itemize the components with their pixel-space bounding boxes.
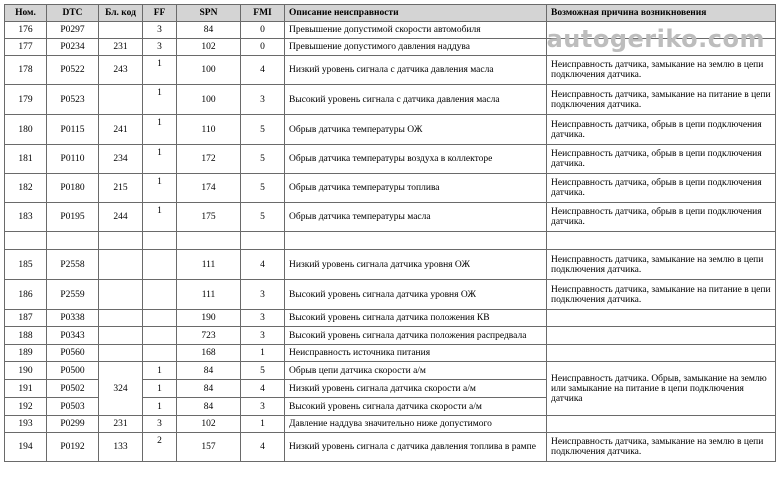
cell-ff: 1 — [143, 85, 177, 115]
cell-spn: 157 — [177, 433, 241, 462]
cell-fmi — [241, 232, 285, 250]
header-block-code: Бл. код — [99, 5, 143, 22]
cell-fmi: 5 — [241, 145, 285, 174]
cell-num: 187 — [5, 310, 47, 327]
cell-dtc: P0338 — [47, 310, 99, 327]
cell-fmi: 0 — [241, 39, 285, 56]
cell-dtc: P0523 — [47, 85, 99, 115]
cell-dtc: P0343 — [47, 327, 99, 345]
cell-ff: 1 — [143, 398, 177, 416]
cell-ff: 3 — [143, 416, 177, 433]
cell-cause — [547, 232, 776, 250]
cell-fmi: 5 — [241, 362, 285, 380]
table-row — [5, 433, 776, 462]
cell-fmi: 4 — [241, 56, 285, 85]
cell-spn: 172 — [177, 145, 241, 174]
cell-dtc: P0297 — [47, 22, 99, 39]
cell-fmi: 4 — [241, 380, 285, 398]
cell-num: 181 — [5, 145, 47, 174]
cell-cause — [547, 416, 776, 433]
cell-num: 176 — [5, 22, 47, 39]
cell-block-code: 241 — [99, 115, 143, 145]
cell-ff — [143, 345, 177, 362]
cell-fmi: 3 — [241, 85, 285, 115]
cell-ff: 1 — [143, 115, 177, 145]
cell-spn: 168 — [177, 345, 241, 362]
cell-num: 183 — [5, 203, 47, 232]
cell-description: Обрыв датчика температуры воздуха в коллекторе — [285, 145, 547, 174]
cell-block-code: 324 — [99, 362, 143, 416]
cell-num: 189 — [5, 345, 47, 362]
cell-spn: 102 — [177, 39, 241, 56]
cell-dtc: P0180 — [47, 174, 99, 203]
cell-description: Высокий уровень сигнала с датчика давления масла — [285, 85, 547, 115]
cell-num: 178 — [5, 56, 47, 85]
cell-fmi: 5 — [241, 115, 285, 145]
cell-num: 180 — [5, 115, 47, 145]
cell-description: Низкий уровень сигнала с датчика давления масла — [285, 56, 547, 85]
cell-ff: 1 — [143, 362, 177, 380]
cell-spn: 84 — [177, 362, 241, 380]
cell-dtc — [47, 232, 99, 250]
cell-fmi: 1 — [241, 416, 285, 433]
cell-cause — [547, 327, 776, 345]
cell-num: 193 — [5, 416, 47, 433]
cell-dtc: P0192 — [47, 433, 99, 462]
cell-description: Низкий уровень сигнала датчика скорости а/м — [285, 380, 547, 398]
table-row — [5, 280, 776, 310]
cell-block-code: 231 — [99, 416, 143, 433]
cell-cause: Неисправность датчика, обрыв в цепи подключения датчика. — [547, 115, 776, 145]
table-row — [5, 85, 776, 115]
cell-description: Обрыв датчика температуры масла — [285, 203, 547, 232]
cell-cause: Неисправность датчика, замыкание на землю в цепи подключения датчика. — [547, 433, 776, 462]
cell-num: 191 — [5, 380, 47, 398]
cell-cause: Неисправность датчика, замыкание на питание в цепи подключения датчика. — [547, 280, 776, 310]
cell-ff: 1 — [143, 203, 177, 232]
cell-num: 179 — [5, 85, 47, 115]
cell-fmi: 3 — [241, 327, 285, 345]
cell-dtc: P0115 — [47, 115, 99, 145]
cell-num: 188 — [5, 327, 47, 345]
cell-ff: 2 — [143, 433, 177, 462]
cell-fmi: 3 — [241, 310, 285, 327]
cell-num: 192 — [5, 398, 47, 416]
cell-description: Низкий уровень сигнала датчика уровня ОЖ — [285, 250, 547, 280]
cell-ff — [143, 232, 177, 250]
cell-description: Обрыв цепи датчика скорости а/м — [285, 362, 547, 380]
cell-dtc: P0503 — [47, 398, 99, 416]
cell-spn — [177, 232, 241, 250]
cell-block-code — [99, 22, 143, 39]
cell-description: Превышение допустимого давления наддува — [285, 39, 547, 56]
cell-description: Обрыв датчика температуры ОЖ — [285, 115, 547, 145]
cell-description — [285, 232, 547, 250]
table-row — [5, 115, 776, 145]
cell-num: 182 — [5, 174, 47, 203]
cell-ff: 3 — [143, 39, 177, 56]
table-row — [5, 416, 776, 433]
cell-ff: 1 — [143, 380, 177, 398]
cell-description: Низкий уровень сигнала с датчика давления топлива в рампе — [285, 433, 547, 462]
cell-dtc: P0234 — [47, 39, 99, 56]
cell-ff — [143, 280, 177, 310]
cell-description: Высокий уровень сигнала датчика положения КВ — [285, 310, 547, 327]
cell-num — [5, 232, 47, 250]
cell-spn: 100 — [177, 85, 241, 115]
cell-block-code: 243 — [99, 56, 143, 85]
cell-block-code — [99, 85, 143, 115]
cell-num: 185 — [5, 250, 47, 280]
fault-codes-table — [4, 4, 776, 462]
cell-spn: 111 — [177, 280, 241, 310]
table-header-row — [5, 5, 776, 22]
cell-dtc: P2559 — [47, 280, 99, 310]
cell-description: Высокий уровень сигнала датчика уровня ОЖ — [285, 280, 547, 310]
cell-fmi: 3 — [241, 280, 285, 310]
table-row — [5, 345, 776, 362]
cell-ff: 3 — [143, 22, 177, 39]
cell-fmi: 3 — [241, 398, 285, 416]
cell-dtc: P0522 — [47, 56, 99, 85]
cell-dtc: P0560 — [47, 345, 99, 362]
cell-fmi: 5 — [241, 174, 285, 203]
cell-spn: 100 — [177, 56, 241, 85]
cell-fmi: 4 — [241, 433, 285, 462]
cell-cause: Неисправность датчика. Обрыв, замыкание на землю или замыкание на питание в цепи подключения датчика — [547, 362, 776, 416]
cell-cause: Неисправность датчика, замыкание на землю в цепи подключения датчика. — [547, 56, 776, 85]
cell-cause: Неисправность датчика, обрыв в цепи подключения датчика. — [547, 145, 776, 174]
header-fmi: FMI — [241, 5, 285, 22]
header-spn: SPN — [177, 5, 241, 22]
header-num: Ном. — [5, 5, 47, 22]
cell-description: Высокий уровень сигнала датчика положения распредвала — [285, 327, 547, 345]
cell-fmi: 0 — [241, 22, 285, 39]
table-row-empty — [5, 232, 776, 250]
cell-fmi: 4 — [241, 250, 285, 280]
cell-block-code: 133 — [99, 433, 143, 462]
cell-dtc: P0195 — [47, 203, 99, 232]
table-row — [5, 310, 776, 327]
header-ff: FF — [143, 5, 177, 22]
cell-block-code — [99, 280, 143, 310]
cell-block-code — [99, 327, 143, 345]
cell-ff: 1 — [143, 145, 177, 174]
cell-description: Превышение допустимой скорости автомобиля — [285, 22, 547, 39]
table-row — [5, 250, 776, 280]
cell-block-code: 234 — [99, 145, 143, 174]
cell-spn: 723 — [177, 327, 241, 345]
cell-dtc: P0110 — [47, 145, 99, 174]
cell-num: 194 — [5, 433, 47, 462]
cell-description: Высокий уровень сигнала датчика скорости а/м — [285, 398, 547, 416]
cell-block-code: 244 — [99, 203, 143, 232]
cell-spn: 84 — [177, 398, 241, 416]
table-row — [5, 203, 776, 232]
watermark: autogeriko.com — [546, 25, 765, 53]
cell-block-code: 231 — [99, 39, 143, 56]
cell-dtc: P0502 — [47, 380, 99, 398]
cell-ff — [143, 310, 177, 327]
cell-fmi: 5 — [241, 203, 285, 232]
table-row — [5, 327, 776, 345]
cell-block-code — [99, 232, 143, 250]
cell-description: Обрыв датчика температуры топлива — [285, 174, 547, 203]
cell-cause — [547, 345, 776, 362]
header-description: Описание неисправности — [285, 5, 547, 22]
cell-block-code — [99, 345, 143, 362]
cell-description: Неисправность источника питания — [285, 345, 547, 362]
table-row — [5, 362, 776, 380]
cell-dtc: P2558 — [47, 250, 99, 280]
cell-spn: 110 — [177, 115, 241, 145]
cell-spn: 111 — [177, 250, 241, 280]
cell-spn: 174 — [177, 174, 241, 203]
cell-spn: 84 — [177, 380, 241, 398]
cell-num: 177 — [5, 39, 47, 56]
table-row — [5, 174, 776, 203]
cell-ff: 1 — [143, 174, 177, 203]
cell-cause — [547, 310, 776, 327]
cell-ff — [143, 327, 177, 345]
cell-ff: 1 — [143, 56, 177, 85]
cell-description: Давление наддува значительно ниже допустимого — [285, 416, 547, 433]
header-dtc: DTC — [47, 5, 99, 22]
cell-dtc: P0299 — [47, 416, 99, 433]
cell-cause: Неисправность датчика, замыкание на землю в цепи подключения датчика. — [547, 250, 776, 280]
cell-block-code — [99, 250, 143, 280]
cell-block-code — [99, 310, 143, 327]
table-row — [5, 145, 776, 174]
cell-cause: Неисправность датчика, замыкание на питание в цепи подключения датчика. — [547, 85, 776, 115]
cell-num: 190 — [5, 362, 47, 380]
cell-dtc: P0500 — [47, 362, 99, 380]
cell-spn: 102 — [177, 416, 241, 433]
header-cause: Возможная причина возникновения — [547, 5, 776, 22]
cell-spn: 190 — [177, 310, 241, 327]
cell-spn: 175 — [177, 203, 241, 232]
cell-cause: Неисправность датчика, обрыв в цепи подключения датчика. — [547, 174, 776, 203]
cell-fmi: 1 — [241, 345, 285, 362]
cell-cause: Неисправность датчика, обрыв в цепи подключения датчика. — [547, 203, 776, 232]
table-row — [5, 56, 776, 85]
cell-num: 186 — [5, 280, 47, 310]
cell-block-code: 215 — [99, 174, 143, 203]
cell-spn: 84 — [177, 22, 241, 39]
cell-ff — [143, 250, 177, 280]
